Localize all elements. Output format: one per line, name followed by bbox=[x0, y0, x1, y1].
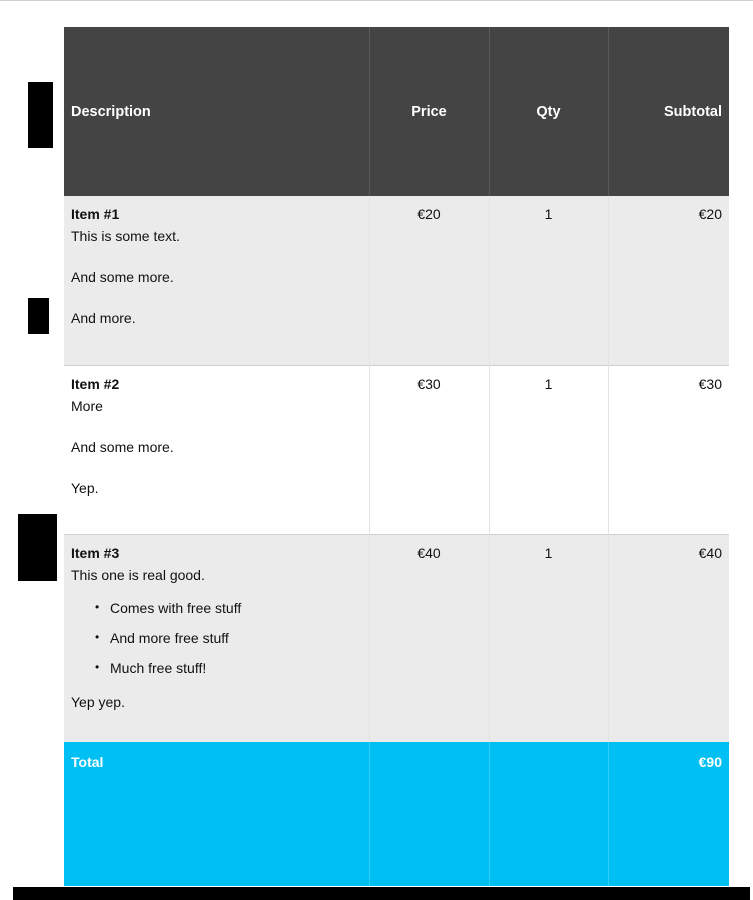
item-text: More bbox=[71, 397, 103, 414]
item-subtotal: €40 bbox=[608, 534, 729, 742]
top-rule bbox=[0, 0, 753, 1]
header-subtotal: Subtotal bbox=[608, 27, 729, 196]
item-qty: 1 bbox=[489, 365, 608, 534]
item-description-cell bbox=[64, 196, 369, 365]
total-empty-cell bbox=[369, 742, 489, 886]
item-text: Yep yep. bbox=[71, 693, 125, 710]
item-title: Item #1 bbox=[71, 206, 120, 222]
feature-list-item: • Much free stuff! bbox=[95, 661, 362, 675]
header-price: Price bbox=[369, 27, 489, 196]
feature-list-item: • Comes with free stuff bbox=[95, 601, 362, 615]
total-value: €90 bbox=[608, 742, 729, 886]
feature-list-item: • And more free stuff bbox=[95, 631, 362, 645]
table-row bbox=[64, 365, 729, 534]
item-text: And more. bbox=[71, 310, 136, 326]
header-description: Description bbox=[64, 27, 369, 196]
table-row bbox=[64, 196, 729, 365]
bottom-bar bbox=[13, 887, 750, 900]
item-title: Item #3 bbox=[71, 544, 120, 561]
item-text: And some more. bbox=[71, 269, 174, 285]
redaction-block bbox=[28, 82, 53, 148]
item-text: This one is real good. bbox=[71, 566, 205, 583]
item-price: €40 bbox=[369, 534, 489, 742]
item-subtotal: €20 bbox=[608, 196, 729, 365]
header-qty: Qty bbox=[489, 27, 608, 196]
item-title: Item #2 bbox=[71, 375, 120, 392]
item-price: €20 bbox=[369, 196, 489, 365]
item-text: This is some text. bbox=[71, 228, 180, 244]
item-qty: 1 bbox=[489, 534, 608, 742]
item-qty: 1 bbox=[489, 196, 608, 365]
item-text: Yep. bbox=[71, 479, 99, 496]
table-row bbox=[64, 534, 729, 742]
invoice-table bbox=[64, 27, 729, 886]
item-description-cell bbox=[64, 534, 369, 742]
table-header bbox=[64, 27, 729, 196]
table-footer bbox=[64, 742, 729, 886]
total-label: Total bbox=[64, 742, 369, 886]
item-price: €30 bbox=[369, 365, 489, 534]
feature-list bbox=[95, 601, 362, 675]
redaction-block bbox=[18, 514, 57, 581]
redaction-block bbox=[28, 298, 49, 334]
item-description-cell bbox=[64, 365, 369, 534]
total-empty-cell bbox=[489, 742, 608, 886]
item-text: And some more. bbox=[71, 438, 174, 455]
item-subtotal: €30 bbox=[608, 365, 729, 534]
